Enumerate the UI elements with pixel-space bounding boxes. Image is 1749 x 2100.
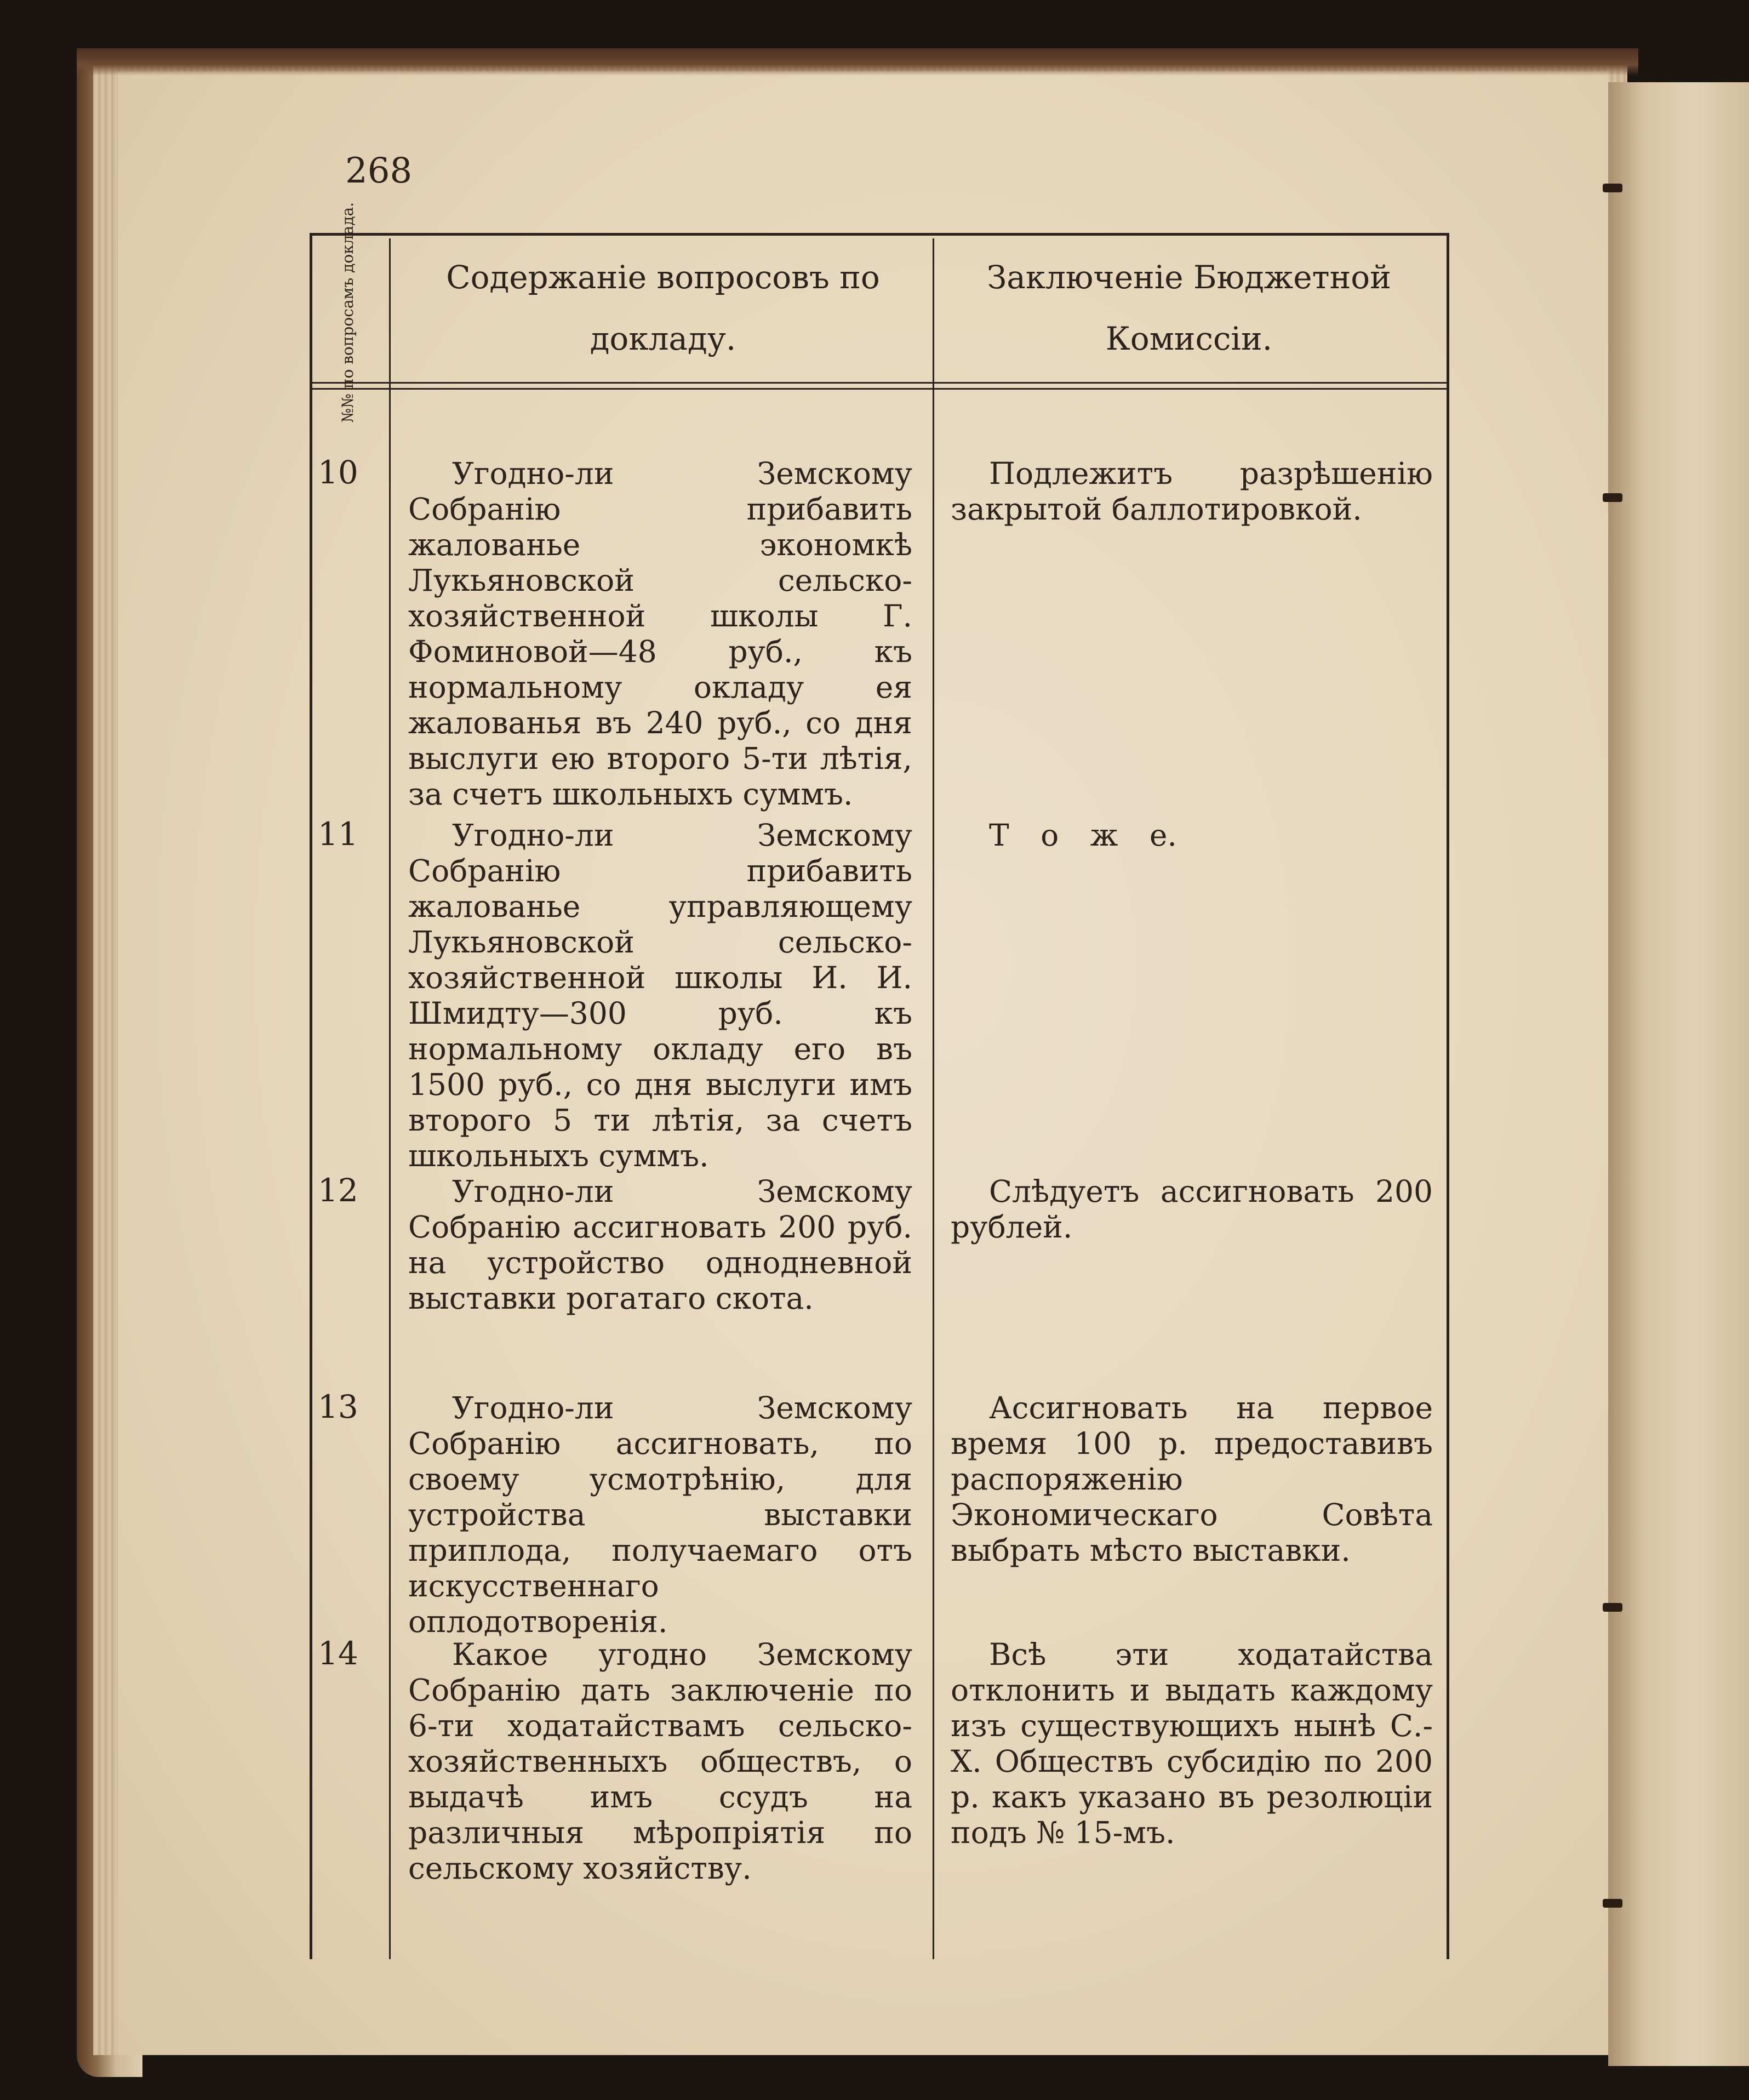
- row-number: 12: [318, 1172, 358, 1209]
- question-text: Угодно-ли Земскому Собранію ассигновать 200 руб. на устройство однодневной выставки рогатаго скота.: [408, 1174, 912, 1316]
- conclusion-text: Подлежитъ разрѣшенію закрытой баллотировкой.: [951, 456, 1433, 527]
- binding-thread: [1603, 1899, 1622, 1908]
- conclusion-text: Слѣдуетъ ассигновать 200 рублей.: [951, 1174, 1433, 1245]
- header-number-column: №№ по вопросамъ доклада.: [339, 202, 357, 423]
- row-number: 13: [318, 1388, 358, 1425]
- header-rule: [310, 382, 1449, 384]
- question-text: Угодно-ли Земскому Собранію ассигновать, по своему усмотрѣнію, для устройства выставки приплода, получаемаго отъ искусственнаго оплодотворенія.: [408, 1390, 912, 1639]
- header-conclusion-column: Заключеніе Бюджетной Комиссіи.: [987, 259, 1391, 357]
- question-text: Угодно-ли Земскому Собранію прибавить жалованье экономкѣ Лукьяновской сельско-хозяйственной школы Г. Фоминовой—48 руб., къ нормальному окладу ея жалованья въ 240 руб., со дня выслуги ею второго 5-ти лѣтія, за счетъ школьныхъ суммъ.: [408, 456, 912, 812]
- table-left-rule: [310, 233, 312, 1959]
- question-text: Угодно-ли Земскому Собранію прибавить жалованье управляющему Лукьяновской сельско-хозяйственной школы И. И. Шмидту—300 руб. къ нормальному окладу его въ 1500 руб., со дня выслуги имъ второго 5 ти лѣтія, за счетъ школьныхъ суммъ.: [408, 818, 912, 1173]
- header-rule: [310, 388, 1449, 390]
- binding-thread: [1603, 493, 1622, 502]
- table-column-rule: [933, 238, 934, 1959]
- book-binding: [77, 48, 1638, 76]
- conclusion-text: Ассигновать на первое время 100 р. предоставивъ распоряженію Экономическаго Совѣта выбрать мѣсто выставки.: [951, 1390, 1433, 1568]
- binding-thread: [1603, 184, 1622, 192]
- row-number: 14: [318, 1635, 358, 1672]
- header-question-column: Содержаніе вопросовъ по докладу.: [446, 259, 880, 357]
- row-number: 10: [318, 454, 358, 491]
- question-text: Какое угодно Земскому Собранію дать заключеніе по 6-ти ходатайствамъ сельско-хозяйственныхъ обществъ, о выдачѣ имъ ссудъ на различныя мѣропріятія по сельскому хозяйству.: [408, 1637, 912, 1886]
- table-right-rule: [1447, 233, 1449, 1959]
- conclusion-text: Т о ж е.: [989, 818, 1177, 853]
- facing-page: [1608, 82, 1749, 2066]
- table-top-rule: [310, 233, 1449, 236]
- page-number: 268: [345, 151, 413, 191]
- conclusion-text: Всѣ эти ходатайства отклонить и выдать каждому изъ существующихъ нынѣ С.-Х. Обществъ субсидію по 200 р. какъ указано въ резолюціи подъ № 15-мъ.: [951, 1637, 1433, 1850]
- row-number: 11: [318, 815, 358, 853]
- table-column-rule: [389, 238, 391, 1959]
- binding-thread: [1603, 1603, 1622, 1612]
